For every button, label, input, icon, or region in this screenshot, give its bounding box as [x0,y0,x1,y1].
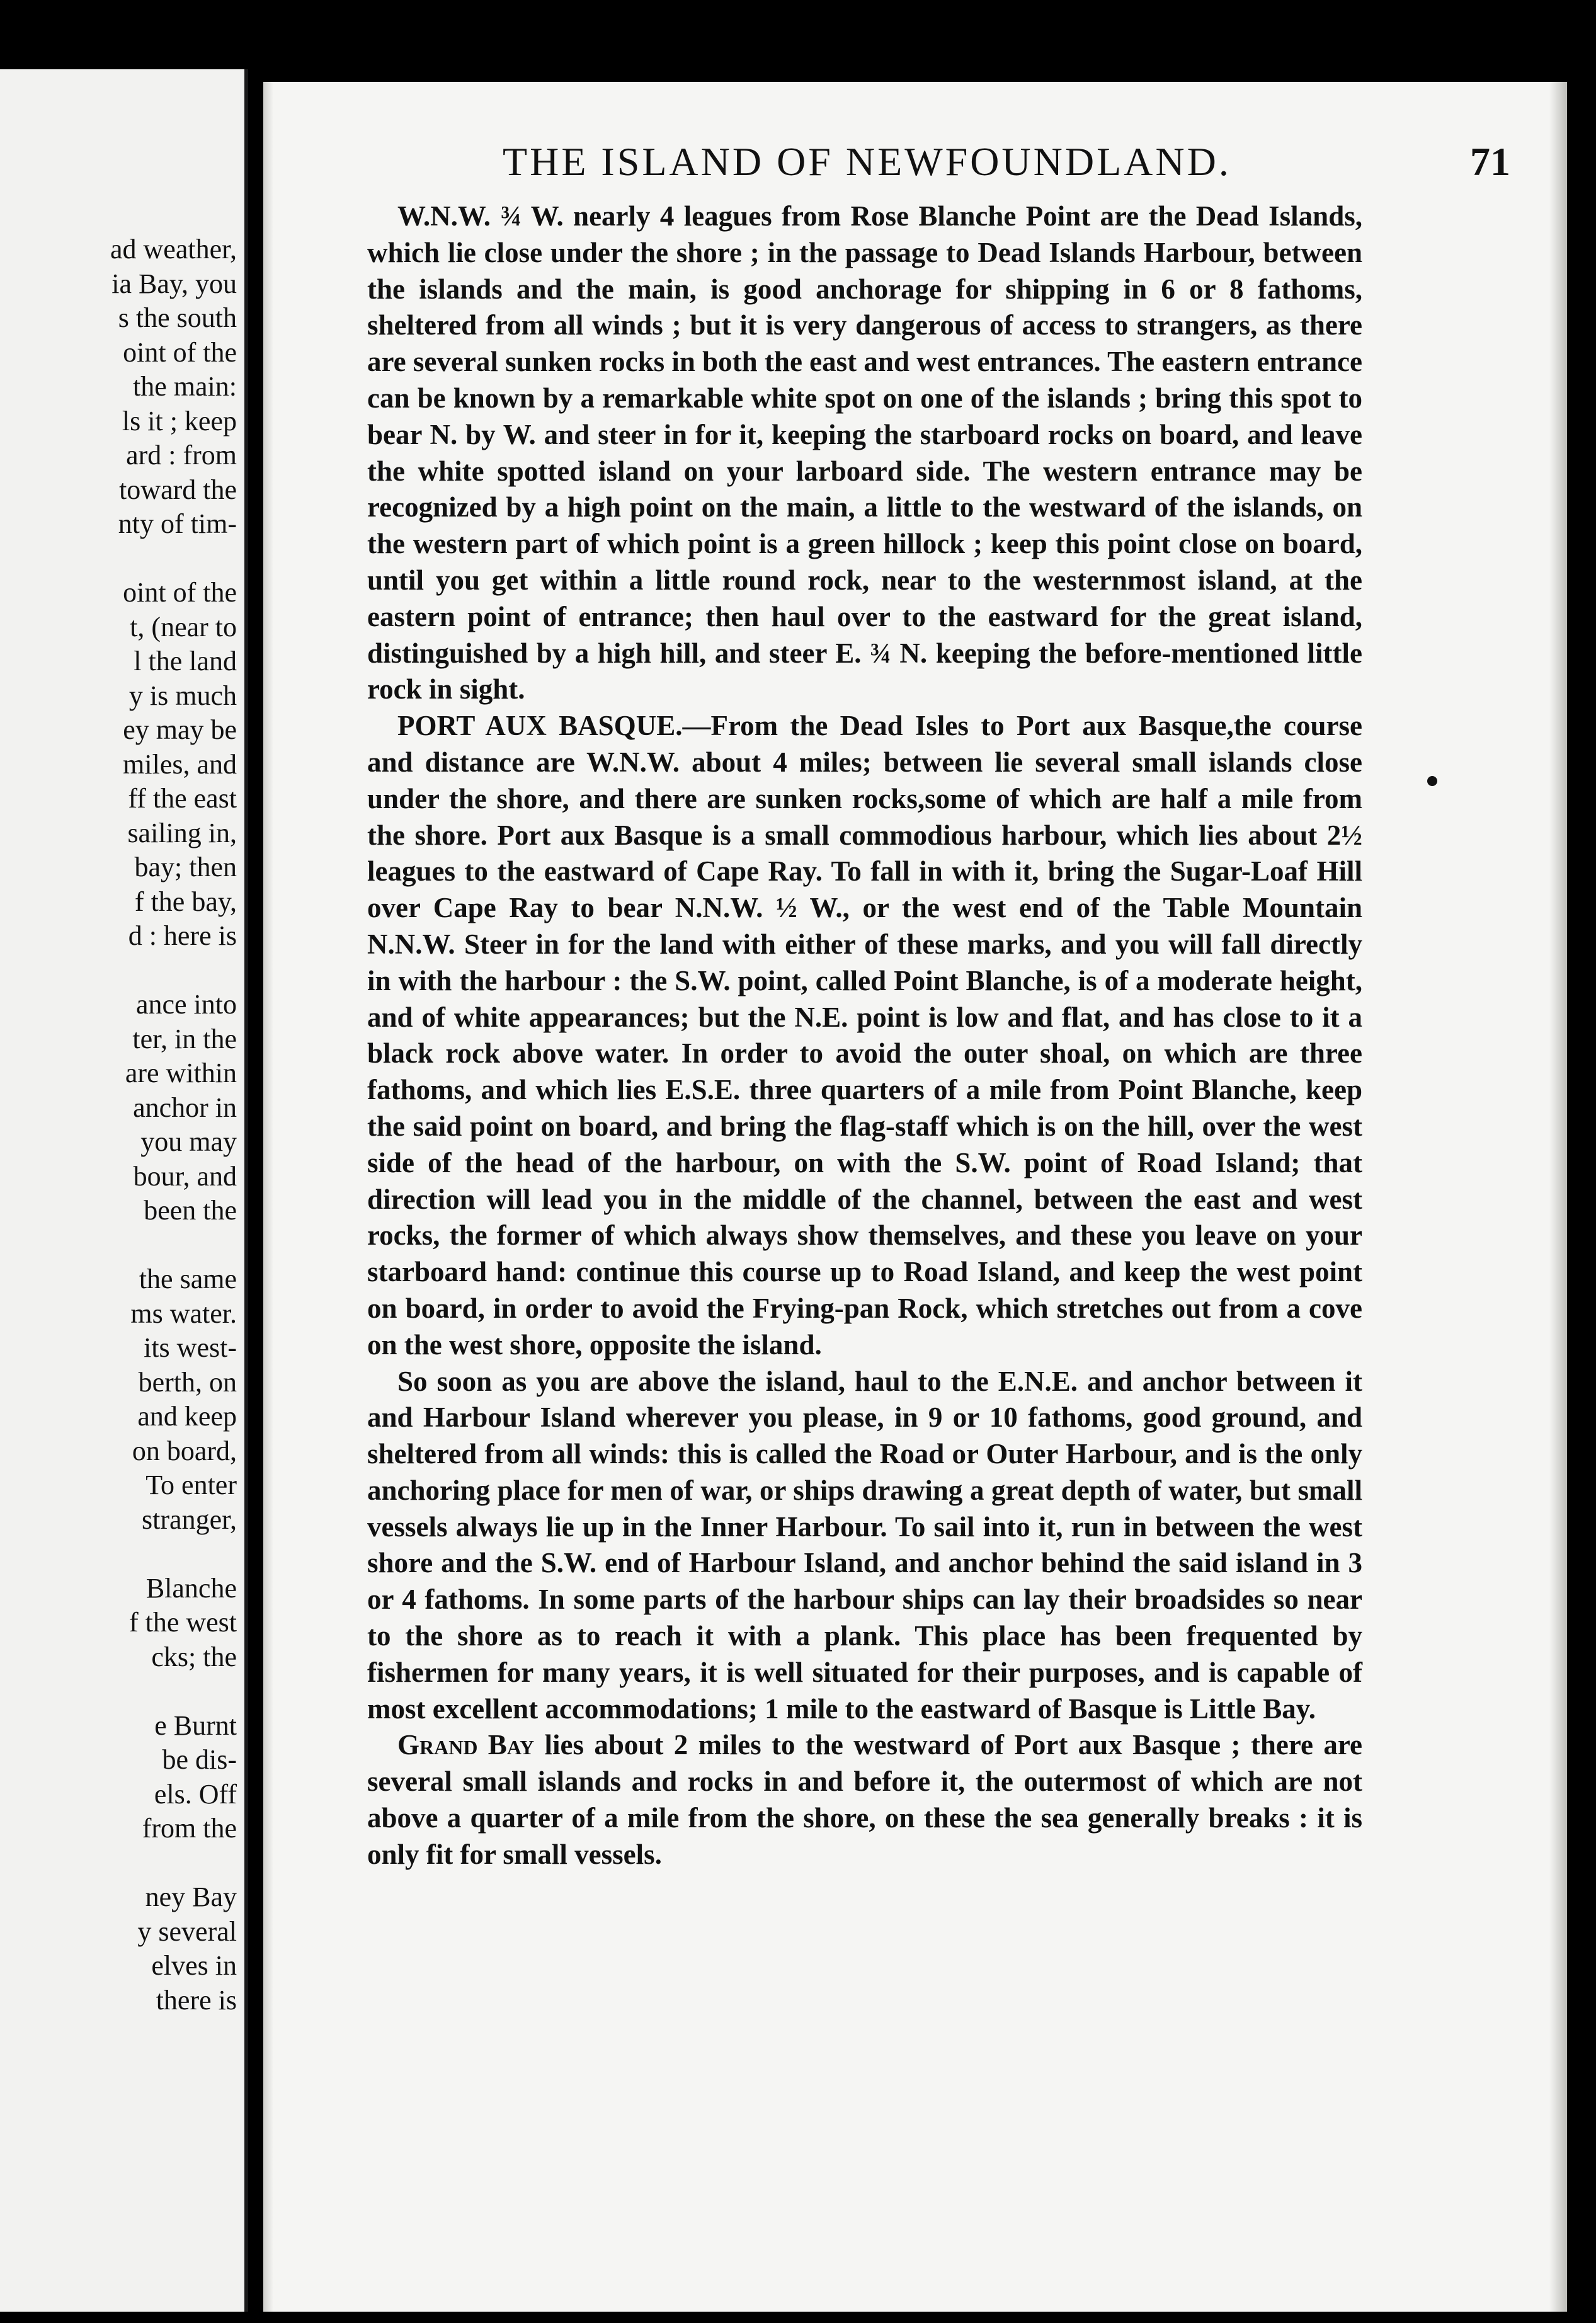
left-page-line: cks; the [151,1641,237,1672]
left-page [0,69,248,2312]
left-page-line: bour, and [133,1160,237,1192]
left-page-line: s the south [118,302,237,333]
section-heading-port-aux-basque: PORT AUX BASQUE. [397,710,683,742]
paragraph-grand-bay [367,1727,1362,1873]
left-page-line: To enter [145,1470,237,1500]
left-page-line: ls it ; keep [122,405,237,437]
left-page-line: ney Bay [145,1881,237,1912]
left-page-line: you may [140,1126,237,1157]
left-page-line: ia Bay, you [111,268,237,299]
left-page-line: been the [144,1195,237,1226]
left-page-line: e Burnt [154,1709,237,1741]
paragraph-dead-islands: W.N.W. ¾ W. nearly 4 leagues from Rose Blanche Point are the Dead Islands, which lie close under the shore ; in the passage to Dead Islands Harbour, between the islands and the main, is good anchorage for shipping in 6 or 8 fathoms, sheltered from all winds ; but it is very dangerous of access to strangers, as there are several sunken rocks in both the east and west entrances. The eastern entrance can be known by a remarkable white spot on one of the islands ; bring this spot to bear N. by W. and steer in for it, keeping the starboard rocks on board, and leave the white spotted island on your larboard side. The western entrance may be recognized by a high point on the main, a little to the westward of the islands, on the western part of which point is a green hillock ; keep this point close on board, until you get within a little round rock, near to the westernmost island, at the eastern point of entrance; then haul over to the eastward for the great island, distinguished by a high hill, and steer E. ¾ N. keeping the before-mentioned little rock in sight. [367,200,1362,705]
left-page-line: ance into [135,989,237,1020]
left-page-line: ad weather, [110,234,237,265]
body-text [367,198,1362,1873]
left-page-line: nty of tim- [118,508,237,539]
left-page-line: ey may be [123,714,237,745]
paragraph-port-aux-basque [367,708,1362,1363]
left-page-line: toward the [119,474,237,505]
left-page-line: oint of the [123,577,237,608]
left-page-line: ter, in the [132,1023,237,1054]
margin-dot [1427,776,1437,786]
running-header [503,139,1510,183]
left-page-line: from the [142,1813,237,1844]
paragraph-port-aux-basque-text: —From the Dead Isles to Port aux Basque,the course and distance are W.N.W. about 4 miles; between lie several small islands close under the shore, and there are sunken rocks,some of which are half a mile from the shore. Port aux Basque is a small commodious harbour, which lies about 2½ leagues to the eastward of Cape Ray. To fall in with it, bring the Sugar-Loaf Hill over Cape Ray to bear N.N.W. ½ W., or the west end of the Table Mountain N.N.W. Steer in for the land with either of these marks, and you will fall directly in with the harbour : the S.W. point, called Point Blanche, is of a moderate height, and of white appearances; but the N.E. point is low and flat, and has close to it a black rock above water. In order to avoid the outer shoal, on which are three fathoms, and which lies E.S.E. three quarters of a mile from Point Blanche, keep the said point on board, and bring the flag-staff which is on the hill, over the west side of the head of the harbour, on with the S.W. point of Road Island; that direction will lead you in the middle of the channel, between the east and west rocks, the former of which always show themselves, and these you leave on your starboard hand: continue this course up to Road Island, and keep the west point on board, in order to avoid the Frying-pan Rock, which stretches out from a cove on the west shore, opposite the island. [367,710,1362,1361]
left-page-line: anchor in [133,1092,237,1123]
paragraph-grand-bay-text: lies about 2 miles to the westward of Port aux Basque ; there are several small islands and rocks in and before it, the outermost of which are not above a quarter of a mile from the shore, on these the sea generally breaks : it is only fit for small vessels. [367,1729,1362,1870]
left-page-line: els. Off [154,1778,237,1810]
left-page-line: ms water. [130,1298,237,1329]
left-page-line: f the bay, [134,886,237,917]
left-page-line: d : here is [128,920,237,951]
top-edge-mark [762,0,819,19]
left-page-line: are within [125,1058,237,1088]
left-page-line: the main: [133,371,237,402]
right-page [263,82,1567,2312]
page-number: 71 [1470,139,1510,184]
header-title: THE ISLAND OF NEWFOUNDLAND. [503,139,1231,184]
left-page-line: stranger, [142,1504,237,1535]
section-heading-grand-bay: Grand Bay [397,1729,535,1761]
left-page-line: berth, on [138,1366,237,1398]
left-page-line: ff the east [128,783,237,814]
left-page-line: t, (near to [130,611,237,642]
left-page-line: oint of the [123,336,237,368]
left-page-line: there is [156,1984,237,2016]
left-page-line: ard : from [126,440,237,471]
left-page-line: and keep [137,1401,237,1432]
left-page-line: miles, and [123,748,237,780]
left-page-line: y is much [128,680,237,711]
left-page-line: bay; then [134,852,237,882]
left-page-line: be dis- [162,1744,237,1775]
left-page-line: sailing in, [127,817,237,848]
left-page-line: l the land [134,646,237,676]
left-page-line: f the west [128,1607,237,1638]
left-page-line: Blanche [145,1572,237,1604]
left-page-line: its west- [144,1332,237,1363]
left-page-line: y several [137,1915,237,1947]
left-page-line: on board, [132,1435,237,1466]
left-page-line: the same [139,1264,237,1294]
paragraph-road-harbour: So soon as you are above the island, haul to the E.N.E. and anchor between it and Harbour Island wherever you please, in 9 or 10 fathoms, good ground, and sheltered from all winds: this is called the Road or Outer Harbour, and is the only anchoring place for men of war, or ships drawing a great depth of water, but small vessels always lie up in the Inner Harbour. To sail into it, run in between the west shore and the S.W. end of Harbour Island, and anchor behind the said island in 3 or 4 fathoms. In some parts of the harbour ships can lay their broadsides so near to the shore as to reach it with a plank. This place has been frequented by fishermen for many years, it is well situated for their purposes, and is capable of most excellent accommodations; 1 mile to the eastward of Basque is Little Bay. [367,1365,1362,1725]
left-page-line: elves in [151,1950,237,1981]
